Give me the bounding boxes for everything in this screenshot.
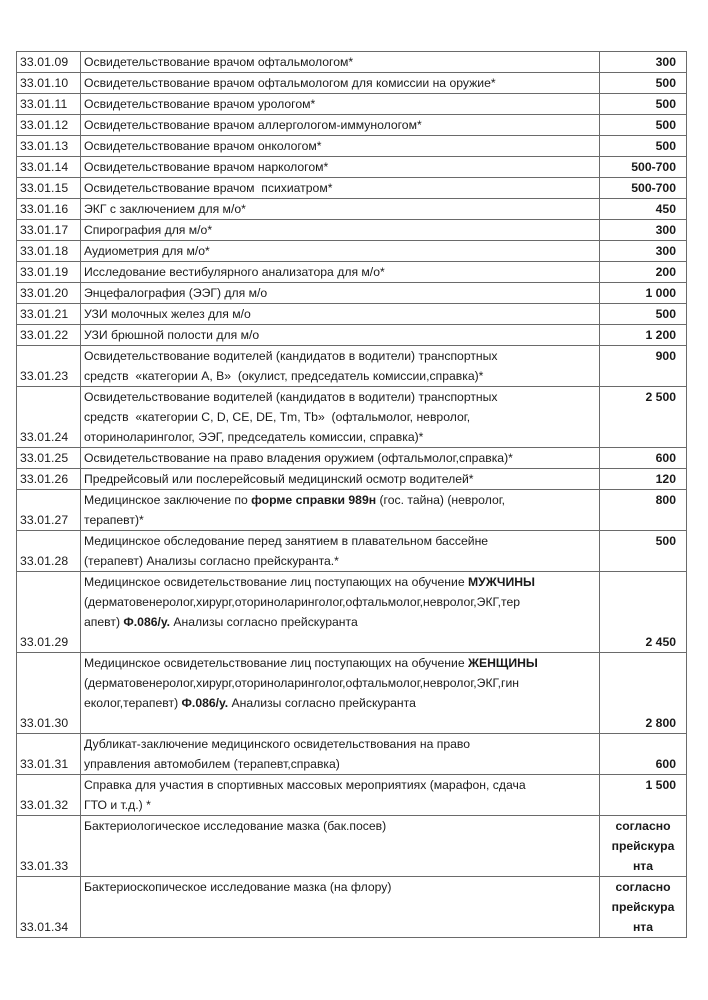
price-line: нта [632, 859, 654, 873]
table-row [17, 734, 687, 775]
description-line: Справка для участия в спортивных массовых мероприятиях (марафон, сдача [84, 778, 526, 792]
service-code: 33.01.17 [17, 220, 81, 241]
service-description: УЗИ брюшной полости для м/о [81, 325, 600, 346]
service-code: 33.01.11 [17, 94, 81, 115]
table-row [17, 531, 687, 572]
service-price: 300 [600, 220, 687, 241]
service-code: 33.01.19 [17, 262, 81, 283]
service-price [600, 877, 687, 938]
service-code: 33.01.15 [17, 178, 81, 199]
description-line [84, 653, 597, 673]
service-code: 33.01.24 [17, 387, 81, 448]
service-code: 33.01.34 [17, 877, 81, 938]
table-row [17, 178, 687, 199]
table-row [17, 816, 687, 877]
description-line: управления автомобилем (терапевт,справка) [84, 757, 340, 771]
service-description: Бактериоскопическое исследование мазка (на флору) [81, 877, 600, 938]
service-code: 33.01.32 [17, 775, 81, 816]
description-bold-text: МУЖЧИНЫ [467, 575, 535, 589]
price-line: нта [632, 920, 654, 934]
table-row [17, 448, 687, 469]
description-text: еколог,терапевт) [84, 696, 182, 710]
description-line: Медицинское обследование перед занятием в плавательном бассейне [84, 534, 489, 548]
service-price: 1 500 [600, 775, 687, 816]
service-price [600, 816, 687, 877]
description-text: Анализы согласно прейскуранта [228, 696, 416, 710]
price-line: согласно [615, 819, 671, 833]
service-price: 300 [600, 52, 687, 73]
service-price: 500-700 [600, 178, 687, 199]
service-code: 33.01.14 [17, 157, 81, 178]
description-line: Освидетельствование водителей (кандидатов в водители) транспортных [84, 349, 498, 363]
service-description [81, 572, 600, 653]
service-description [81, 387, 600, 448]
service-price: 900 [600, 346, 687, 387]
description-line [84, 490, 597, 510]
description-text: апевт) [84, 615, 124, 629]
table-row [17, 346, 687, 387]
description-line: (дерматовенеролог,хирург,оториноларинголог,офтальмолог,невролог,ЭКГ,тер [84, 595, 521, 609]
description-line: Освидетельствование водителей (кандидатов в водители) транспортных [84, 390, 498, 404]
service-code: 33.01.25 [17, 448, 81, 469]
service-code: 33.01.10 [17, 73, 81, 94]
service-code: 33.01.21 [17, 304, 81, 325]
description-line: средств «категории C, D, CE, DE, Tm, Tb» (офтальмолог, невролог, [84, 410, 471, 424]
table-row [17, 572, 687, 653]
table-row [17, 262, 687, 283]
service-price: 500 [600, 73, 687, 94]
service-code: 33.01.30 [17, 653, 81, 734]
price-line: прейскура [611, 900, 675, 914]
table-row [17, 115, 687, 136]
table-row [17, 199, 687, 220]
service-description: ЭКГ с заключением для м/о* [81, 199, 600, 220]
description-text: Медицинское освидетельствование лиц поступающих на обучение [84, 575, 468, 589]
service-price: 600 [600, 734, 687, 775]
service-price: 2 800 [600, 653, 687, 734]
table-row [17, 94, 687, 115]
service-price: 500 [600, 531, 687, 572]
service-price: 300 [600, 241, 687, 262]
service-code: 33.01.23 [17, 346, 81, 387]
service-price: 450 [600, 199, 687, 220]
table-row [17, 653, 687, 734]
table-row [17, 157, 687, 178]
description-line: терапевт)* [84, 513, 144, 527]
service-description: Бактериологическое исследование мазка (бак.посев) [81, 816, 600, 877]
description-text: Медицинское заключение по [84, 493, 252, 507]
table-row [17, 241, 687, 262]
table-row [17, 325, 687, 346]
price-list-table [16, 51, 687, 938]
service-price: 500 [600, 136, 687, 157]
service-description: Спирография для м/о* [81, 220, 600, 241]
service-description: Освидетельствование врачом офтальмологом* [81, 52, 600, 73]
service-price: 120 [600, 469, 687, 490]
service-description: Исследование вестибулярного анализатора для м/о* [81, 262, 600, 283]
description-text: (гос. тайна) (невролог, [376, 493, 506, 507]
service-description: Аудиометрия для м/о* [81, 241, 600, 262]
service-description: Освидетельствование врачом аллергологом-иммунологом* [81, 115, 600, 136]
service-code: 33.01.13 [17, 136, 81, 157]
service-price: 2 450 [600, 572, 687, 653]
price-line: согласно [615, 880, 671, 894]
service-description [81, 653, 600, 734]
service-price: 1 000 [600, 283, 687, 304]
description-bold-text: ЖЕНЩИНЫ [467, 656, 538, 670]
service-price: 500 [600, 115, 687, 136]
service-price: 2 500 [600, 387, 687, 448]
table-row [17, 304, 687, 325]
service-price: 600 [600, 448, 687, 469]
description-line: Дубликат-заключение медицинского освидетельствования на право [84, 737, 471, 751]
description-line: ГТО и т.д.) * [84, 798, 151, 812]
description-line: (терапевт) Анализы согласно прейскуранта.* [84, 554, 339, 568]
table-row [17, 775, 687, 816]
service-description: Освидетельствование врачом наркологом* [81, 157, 600, 178]
service-code: 33.01.29 [17, 572, 81, 653]
table-row [17, 283, 687, 304]
service-code: 33.01.27 [17, 490, 81, 531]
description-line [84, 572, 597, 592]
description-bold-text: форме справки 989н [251, 493, 377, 507]
service-description [81, 775, 600, 816]
description-bold-text: Ф.086/у. [123, 615, 170, 629]
service-description: Освидетельствование врачом офтальмологом для комиссии на оружие* [81, 73, 600, 94]
description-line: оториноларинголог, ЭЭГ, председатель комиссии, справка)* [84, 430, 424, 444]
service-code: 33.01.26 [17, 469, 81, 490]
service-code: 33.01.31 [17, 734, 81, 775]
service-description: Освидетельствование врачом урологом* [81, 94, 600, 115]
service-description: Энцефалография (ЭЭГ) для м/о [81, 283, 600, 304]
table-row [17, 490, 687, 531]
description-bold-text: Ф.086/у. [181, 696, 229, 710]
service-description: Освидетельствование врачом психиатром* [81, 178, 600, 199]
table-row [17, 877, 687, 938]
service-price: 200 [600, 262, 687, 283]
table-row [17, 73, 687, 94]
service-description [81, 531, 600, 572]
description-text: Анализы согласно прейскуранта [170, 615, 358, 629]
table-row [17, 52, 687, 73]
service-description: Предрейсовый или послерейсовый медицинский осмотр водителей* [81, 469, 600, 490]
service-code: 33.01.12 [17, 115, 81, 136]
service-code: 33.01.33 [17, 816, 81, 877]
service-description [81, 490, 600, 531]
service-description [81, 734, 600, 775]
service-code: 33.01.22 [17, 325, 81, 346]
table-row [17, 469, 687, 490]
service-code: 33.01.18 [17, 241, 81, 262]
service-price: 500 [600, 304, 687, 325]
service-description: Освидетельствование на право владения оружием (офтальмолог,справка)* [81, 448, 600, 469]
price-line: прейскура [611, 839, 675, 853]
service-description [81, 346, 600, 387]
service-price: 1 200 [600, 325, 687, 346]
description-line: средств «категории А, В» (окулист, председатель комиссии,справка)* [84, 369, 484, 383]
table-row [17, 136, 687, 157]
service-code: 33.01.20 [17, 283, 81, 304]
service-code: 33.01.16 [17, 199, 81, 220]
table-row [17, 220, 687, 241]
service-code: 33.01.28 [17, 531, 81, 572]
service-price: 500 [600, 94, 687, 115]
service-price: 500-700 [600, 157, 687, 178]
service-price: 800 [600, 490, 687, 531]
service-description: Освидетельствование врачом онкологом* [81, 136, 600, 157]
service-description: УЗИ молочных желез для м/о [81, 304, 600, 325]
description-line [84, 693, 597, 713]
description-line [84, 612, 597, 632]
service-code: 33.01.09 [17, 52, 81, 73]
description-text: Медицинское освидетельствование лиц поступающих на обучение [84, 656, 468, 670]
table-row [17, 387, 687, 448]
description-line: (дерматовенеролог,хирург,оториноларинголог,офтальмолог,невролог,ЭКГ,гин [84, 676, 520, 690]
